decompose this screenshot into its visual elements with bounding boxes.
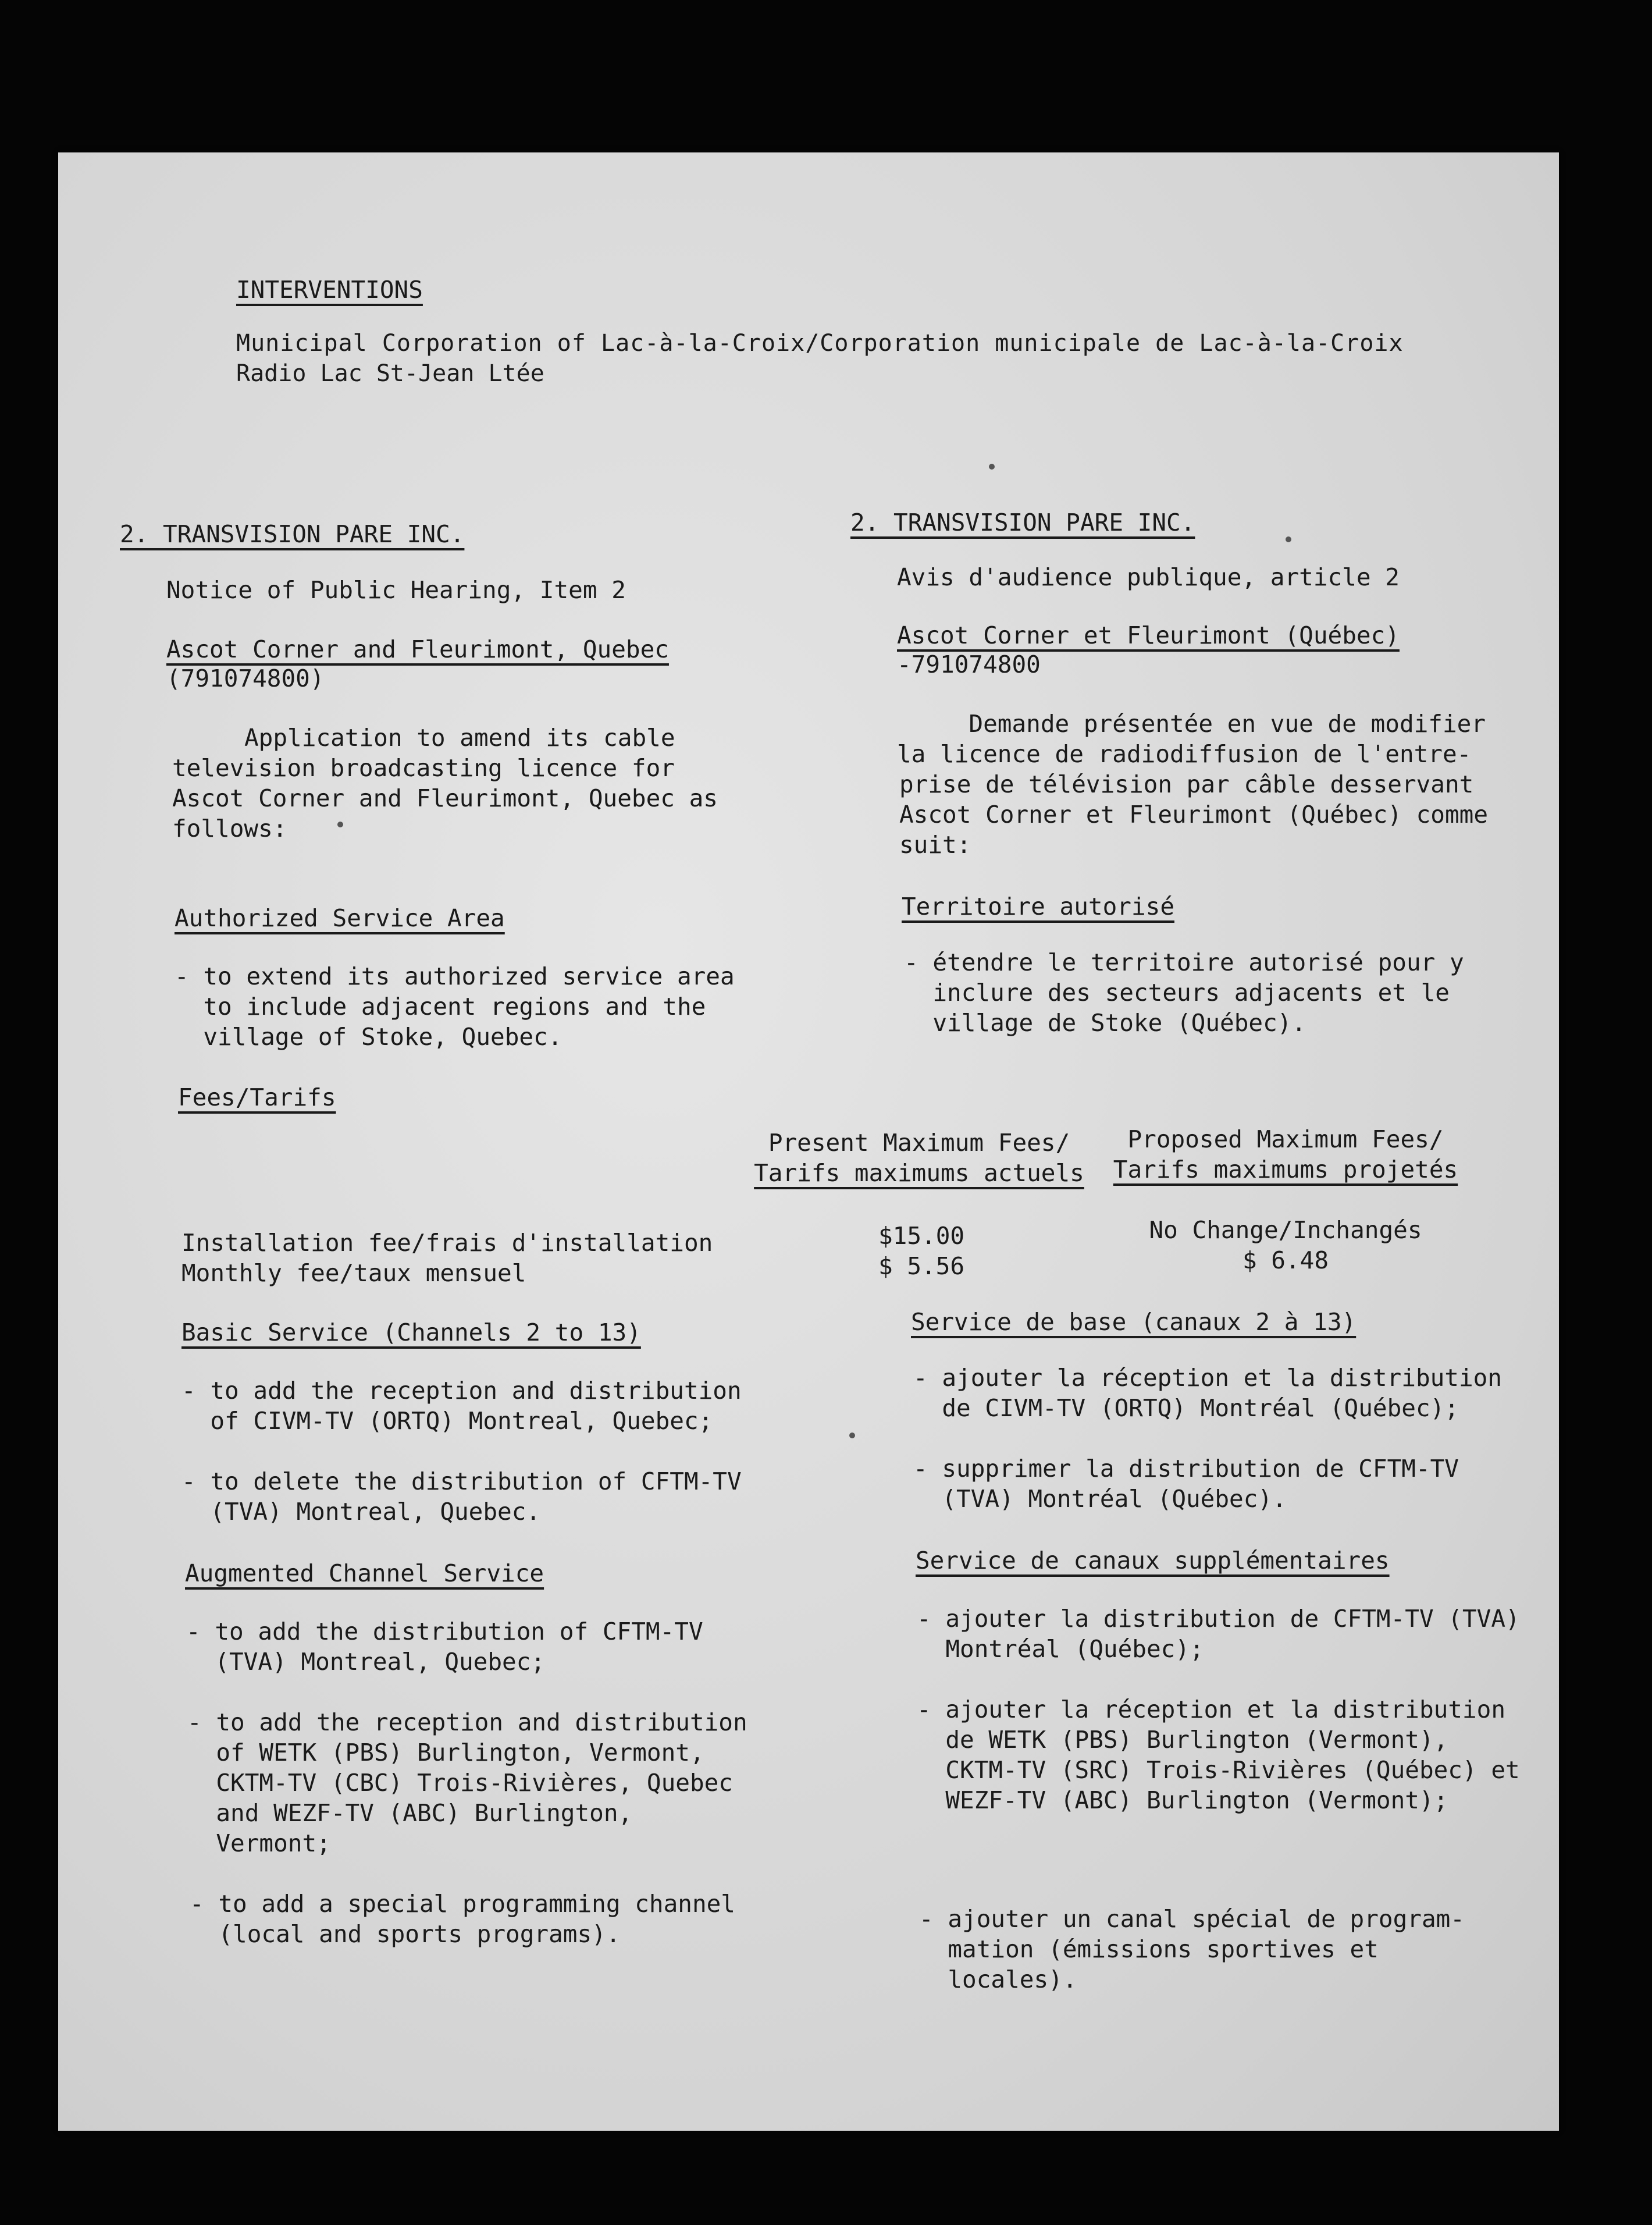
en-service-area-line: - to extend its authorized service area [175, 962, 735, 990]
en-augmented-line: Vermont; [187, 1829, 331, 1857]
en-basic-line: (TVA) Montreal, Quebec. [181, 1498, 541, 1526]
en-location: Ascot Corner and Fleurimont, Quebec [166, 635, 669, 663]
fr-application-line: prise de télévision par câble desservant [899, 770, 1474, 798]
fee-proposed: No Change/Inchangés [1149, 1216, 1422, 1244]
fr-service-area-line: - étendre le territoire autorisé pour y [904, 948, 1464, 976]
proposed-fees-header-2 [1105, 1154, 1466, 1185]
en-basic-line: - to add the reception and distribution [181, 1377, 742, 1405]
en-basic-heading: Basic Service (Channels 2 to 13) [181, 1318, 641, 1346]
document-page [58, 152, 1559, 2131]
interventions-title: INTERVENTIONS [236, 276, 423, 304]
intervention-line-2: Radio Lac St-Jean Ltée [236, 360, 544, 387]
en-file-number: (791074800) [166, 664, 325, 692]
scan-speck [1286, 536, 1291, 542]
fr-basic-line: - supprimer la distribution de CFTM-TV [913, 1455, 1459, 1483]
fr-service-area-line: inclure des secteurs adjacents et le [904, 979, 1450, 1007]
en-augmented-line: (local and sports programs). [190, 1920, 621, 1948]
fr-service-area-line: village de Stoke (Québec). [904, 1009, 1306, 1037]
fr-item-heading [850, 507, 1195, 538]
fr-augmented-line: mation (émissions sportives et [919, 1935, 1379, 1963]
present-fees-header-1: Present Maximum Fees/ [768, 1129, 1070, 1157]
en-service-area-line: village of Stoke, Quebec. [175, 1023, 562, 1051]
present-fees-header-2 [745, 1158, 1094, 1188]
fr-augmented-line: Montréal (Québec); [917, 1635, 1204, 1663]
en-notice: Notice of Public Hearing, Item 2 [166, 576, 626, 604]
en-application-line: Application to amend its cable [244, 724, 675, 752]
fr-basic-heading: Service de base (canaux 2 à 13) [911, 1308, 1357, 1336]
en-item-heading-text: 2. TRANSVISION PARE INC. [120, 520, 465, 548]
en-item-heading [120, 519, 464, 549]
fr-augmented-line: - ajouter un canal spécial de program- [919, 1905, 1465, 1933]
en-augmented-line: (TVA) Montreal, Quebec; [186, 1648, 546, 1676]
fr-service-area-heading: Territoire autorisé [902, 893, 1174, 920]
fr-location: Ascot Corner et Fleurimont (Québec) [897, 621, 1400, 649]
fr-basic-line: - ajouter la réception et la distribution [913, 1364, 1503, 1392]
fee-label: Monthly fee/taux mensuel [181, 1259, 526, 1287]
proposed-fees-header-1: Proposed Maximum Fees/ [1127, 1125, 1444, 1153]
scan-speck [337, 822, 343, 827]
en-application-line: Ascot Corner and Fleurimont, Quebec as [172, 784, 718, 812]
fr-augmented-line: WEZF-TV (ABC) Burlington (Vermont); [917, 1786, 1448, 1814]
scan-speck [849, 1433, 855, 1438]
fee-present: $ 5.56 [878, 1252, 965, 1280]
en-augmented-line: - to add a special programming channel [190, 1890, 735, 1918]
scan-speck [989, 464, 995, 470]
fr-basic-line: de CIVM-TV (ORTQ) Montréal (Québec); [913, 1394, 1459, 1422]
en-service-area-line: to include adjacent regions and the [175, 993, 706, 1021]
en-basic-line: of CIVM-TV (ORTQ) Montreal, Quebec; [181, 1407, 713, 1435]
en-service-area-heading: Authorized Service Area [175, 904, 505, 932]
fr-basic-line: (TVA) Montréal (Québec). [913, 1485, 1287, 1513]
fee-present: $15.00 [878, 1222, 965, 1250]
present-fees-header-2-text: Tarifs maximums actuels [754, 1159, 1084, 1187]
fr-augmented-heading: Service de canaux supplémentaires [916, 1547, 1390, 1574]
fr-application-line: la licence de radiodiffusion de l'entre- [897, 740, 1472, 768]
intervention-line-1: Municipal Corporation of Lac-à-la-Croix/Corporation municipale de Lac-à-la-Croix [236, 330, 1404, 357]
en-augmented-line: - to add the reception and distribution [187, 1708, 747, 1736]
en-application-line: television broadcasting licence for [172, 754, 675, 782]
fr-augmented-line: CKTM-TV (SRC) Trois-Rivières (Québec) et [917, 1756, 1520, 1784]
fees-heading: Fees/Tarifs [178, 1083, 336, 1111]
fr-augmented-line: - ajouter la distribution de CFTM-TV (TVA) [917, 1605, 1520, 1633]
fr-application-line: suit: [899, 831, 971, 859]
en-basic-line: - to delete the distribution of CFTM-TV [181, 1467, 742, 1495]
fr-application-line: Demande présentée en vue de modifier [897, 710, 1486, 738]
en-augmented-line: and WEZF-TV (ABC) Burlington, [187, 1799, 633, 1827]
en-augmented-line: of WETK (PBS) Burlington, Vermont, [187, 1739, 704, 1767]
fr-augmented-line: locales). [919, 1965, 1077, 1993]
en-augmented-line: - to add the distribution of CFTM-TV [186, 1618, 703, 1645]
fr-application-line: Ascot Corner et Fleurimont (Québec) comme [899, 801, 1489, 829]
proposed-fees-header-2-text: Tarifs maximums projetés [1113, 1156, 1458, 1183]
fr-file-number: -791074800 [897, 651, 1041, 678]
fr-augmented-line: - ajouter la réception et la distribution [917, 1696, 1506, 1723]
fee-proposed: $ 6.48 [1242, 1246, 1329, 1274]
en-application-line: follows: [172, 815, 287, 843]
fr-augmented-line: de WETK (PBS) Burlington (Vermont), [917, 1726, 1448, 1754]
fr-notice: Avis d'audience publique, article 2 [897, 563, 1400, 591]
fr-item-heading-text: 2. TRANSVISION PARE INC. [850, 509, 1195, 536]
fee-label: Installation fee/frais d'installation [181, 1229, 713, 1257]
en-augmented-heading: Augmented Channel Service [185, 1559, 544, 1587]
en-augmented-line: CKTM-TV (CBC) Trois-Rivières, Quebec [187, 1769, 733, 1797]
